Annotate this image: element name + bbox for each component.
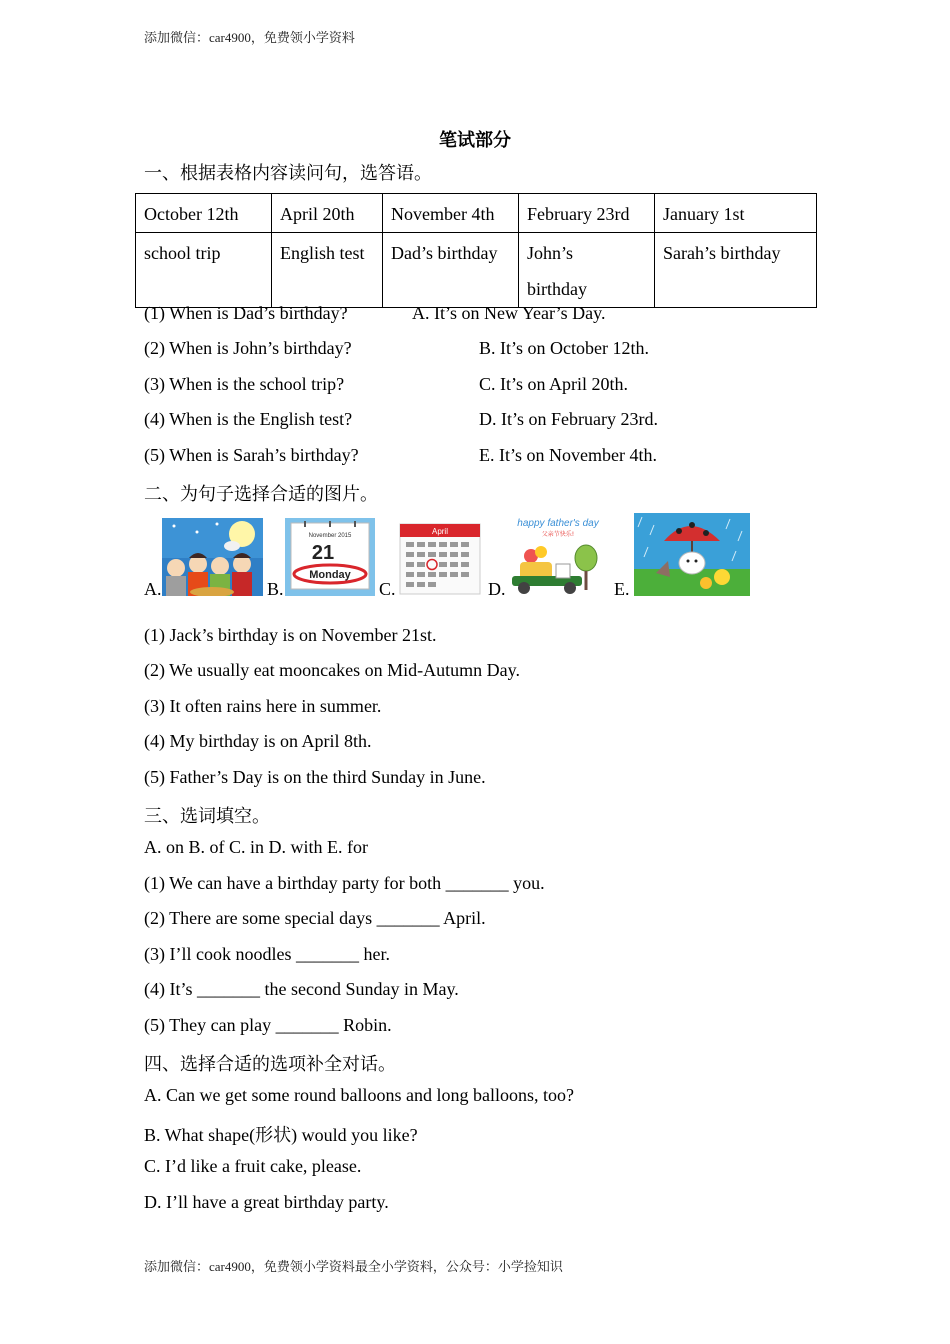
dialogue-option-b: B. What shape(形状) would you like?: [144, 1125, 418, 1145]
fill-blank-2: (2) There are some special days _______ April.: [144, 908, 486, 928]
question-5: (5) When is Sarah’s birthday?: [144, 445, 359, 465]
fill-blank-3: (3) I’ll cook noodles _______ her.: [144, 944, 390, 964]
question-4: (4) When is the English test?: [144, 409, 353, 429]
fathers-day-icon: [506, 514, 610, 596]
calendar-weekday-text: Monday: [309, 569, 351, 581]
section1-heading: 一、根据表格内容读问句，选答语。: [144, 163, 432, 183]
word-options: A. on B. of C. in D. with E. for: [144, 837, 368, 857]
table-cell: February 23rd: [519, 194, 655, 233]
calendar-page-icon: [285, 518, 375, 596]
picture-label-e: E.: [614, 579, 630, 599]
answer-a: A. It’s on New Year’s Day.: [412, 303, 606, 323]
dialogue-option-d: D. I’ll have a great birthday party.: [144, 1192, 389, 1212]
question-3: (3) When is the school trip?: [144, 374, 345, 394]
table-cell: school trip: [136, 233, 272, 308]
picture-sentence-1: (1) Jack’s birthday is on November 21st.: [144, 625, 437, 645]
answer-d: D. It’s on February 23rd.: [479, 409, 658, 429]
rain-picture: [634, 513, 750, 596]
dialogue-option-a: A. Can we get some round balloons and long balloons, too?: [144, 1085, 574, 1105]
picture-label-b: B.: [267, 579, 284, 599]
section4-heading: 四、选择合适的选项补全对话。: [144, 1054, 396, 1074]
question-2: (2) When is John’s birthday?: [144, 338, 352, 358]
picture-sentence-5: (5) Father’s Day is on the third Sunday in June.: [144, 767, 486, 787]
answer-c: C. It’s on April 20th.: [479, 374, 629, 394]
april-calendar-picture: [396, 518, 484, 596]
answer-b: B. It’s on October 12th.: [479, 338, 649, 358]
table-row: [136, 194, 817, 233]
page-footer: 添加微信：car4900，免费领小学资料最全小学资料，公众号：小学捡知识: [144, 1259, 563, 1274]
dialogue-option-c: C. I’d like a fruit cake, please.: [144, 1156, 362, 1176]
table-cell: April 20th: [272, 194, 383, 233]
fathers-day-caption: happy father's day: [517, 518, 599, 529]
picture-sentence-2: (2) We usually eat mooncakes on Mid-Autumn Day.: [144, 660, 520, 680]
table-cell: November 4th: [383, 194, 519, 233]
fathers-day-picture: [506, 514, 610, 596]
dates-table: [135, 193, 817, 308]
fathers-day-sub: 父亲节快乐!: [541, 531, 575, 538]
april-calendar-icon: [396, 518, 484, 596]
section3-heading: 三、选词填空。: [144, 806, 270, 826]
cell-line: birthday: [527, 279, 587, 299]
answer-e: E. It’s on November 4th.: [479, 445, 657, 465]
table-cell: Dad’s birthday: [383, 233, 519, 308]
picture-label-d: D.: [488, 579, 506, 599]
table-row: [136, 233, 817, 308]
mooncake-family-picture: [162, 518, 263, 596]
picture-label-a: A.: [144, 579, 162, 599]
april-month-text: April: [431, 527, 449, 536]
table-cell: English test: [272, 233, 383, 308]
section2-heading: 二、为句子选择合适的图片。: [144, 484, 378, 504]
table-cell: [519, 233, 655, 308]
rain-umbrella-icon: [634, 513, 750, 596]
picture-sentence-3: (3) It often rains here in summer.: [144, 696, 382, 716]
table-cell: Sarah’s birthday: [655, 233, 817, 308]
fill-blank-4: (4) It’s _______ the second Sunday in May.: [144, 979, 459, 999]
table-cell: October 12th: [136, 194, 272, 233]
calendar-month-text: November 2015: [308, 533, 352, 539]
picture-label-c: C.: [379, 579, 396, 599]
question-1: (1) When is Dad’s birthday?: [144, 303, 348, 323]
calendar-monday-picture: [285, 518, 375, 596]
page-title: 笔试部分: [439, 130, 511, 150]
fill-blank-1: (1) We can have a birthday party for both _______ you.: [144, 873, 545, 893]
page-header: 添加微信：car4900，免费领小学资料: [144, 30, 355, 45]
fill-blank-5: (5) They can play _______ Robin.: [144, 1015, 392, 1035]
table-cell: January 1st: [655, 194, 817, 233]
mooncake-family-icon: [162, 518, 263, 596]
cell-line: John’s: [527, 243, 574, 263]
calendar-day-text: 21: [311, 542, 335, 564]
picture-sentence-4: (4) My birthday is on April 8th.: [144, 731, 372, 751]
